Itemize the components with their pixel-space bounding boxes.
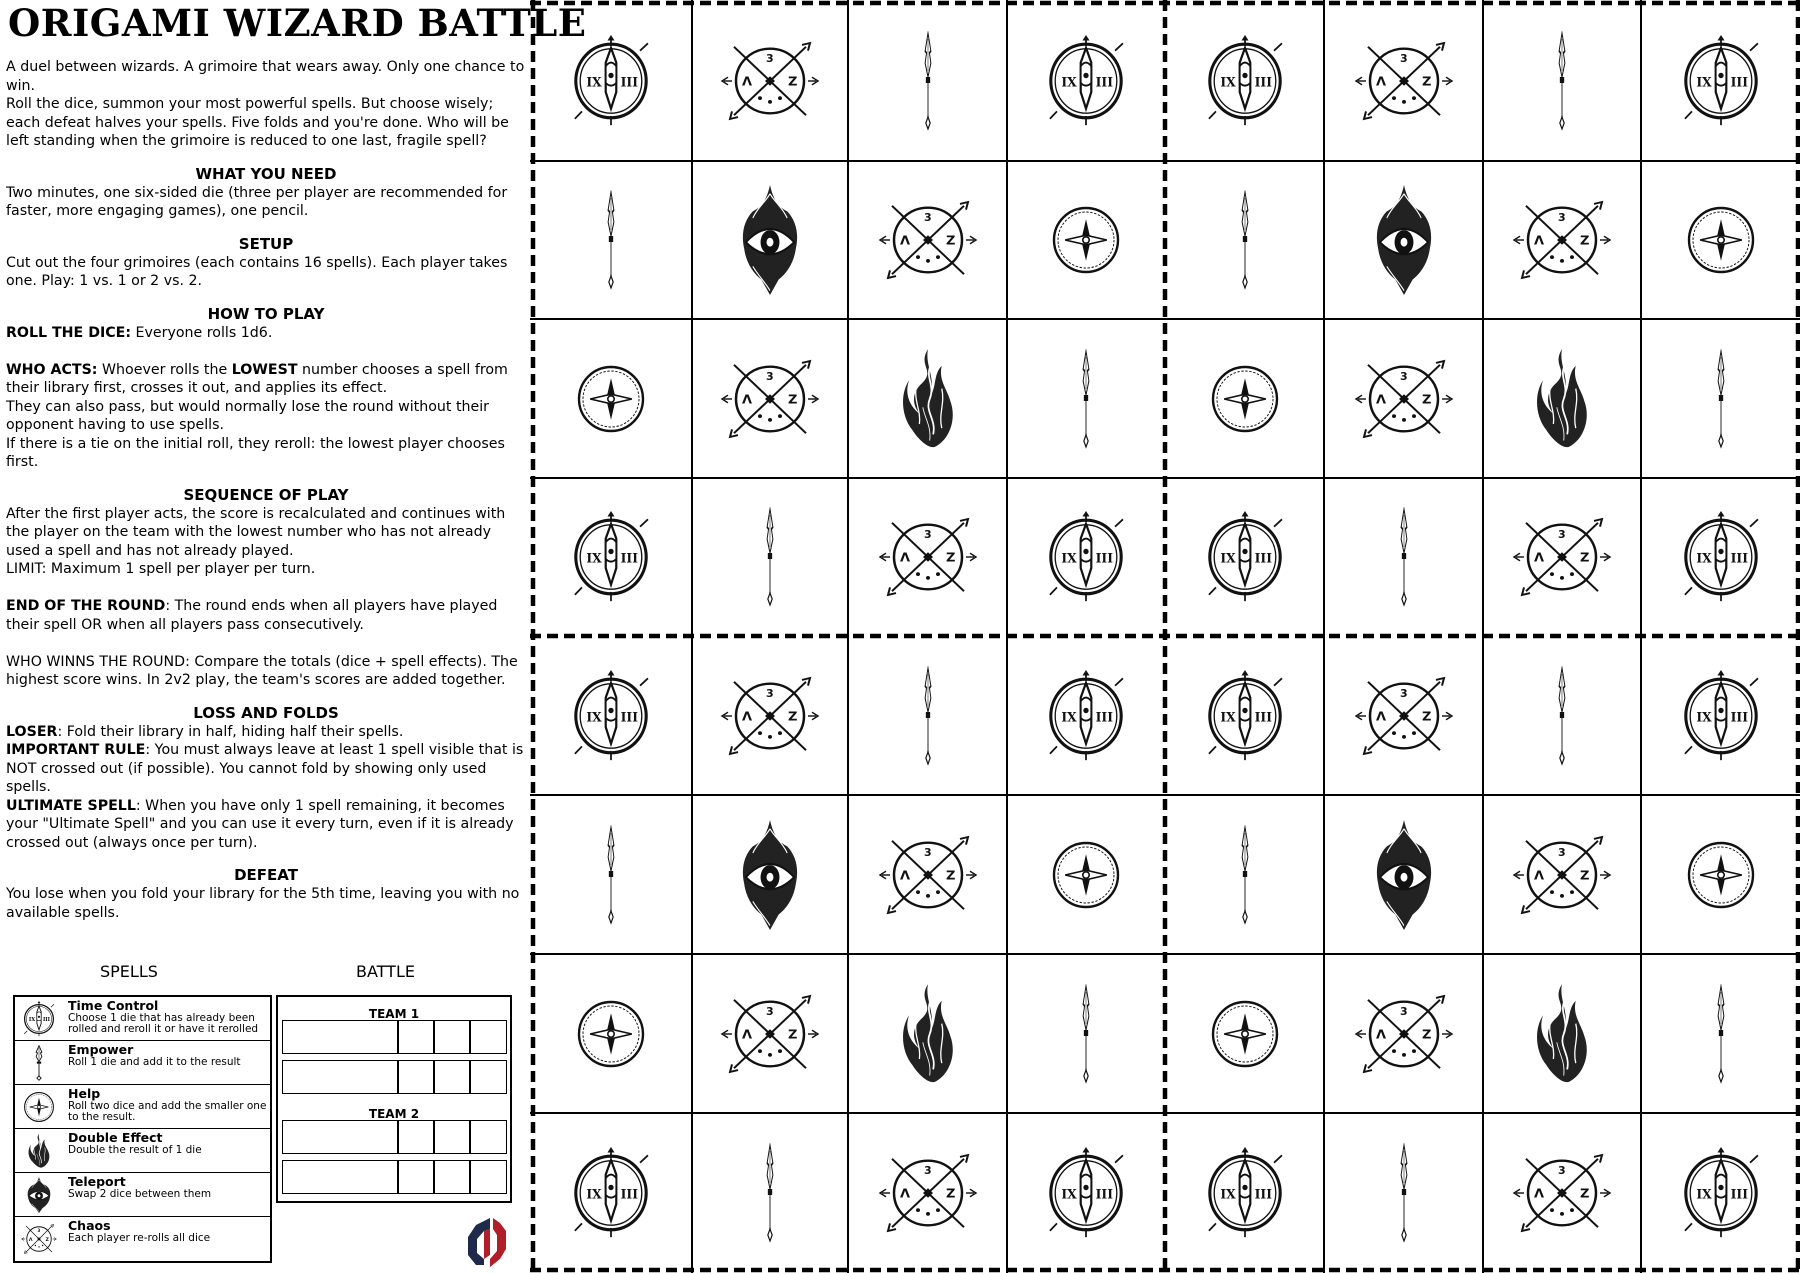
spell-row-teleport — [15, 1173, 270, 1217]
empower-icon — [1386, 507, 1422, 607]
spell-card — [848, 161, 1007, 319]
spell-row-chaos — [15, 1217, 270, 1261]
spell-row-double-effect — [15, 1129, 270, 1173]
chaos-icon — [1354, 668, 1454, 763]
setup-text: Cut out the four grimoires (each contains 16 spells). Each player takes one. Play: 1 vs. 1 or 2 vs. 2. — [6, 254, 508, 289]
spell-card — [692, 319, 848, 478]
empower-icon — [752, 507, 788, 607]
time-control-icon — [1677, 1147, 1765, 1239]
spell-desc: Roll 1 die and add it to the result — [68, 1056, 241, 1068]
section-heading-sequence: SEQUENCE OF PLAY — [183, 485, 349, 504]
spell-card — [1165, 0, 1324, 161]
battle-heading: BATTLE — [356, 962, 415, 981]
spell-desc: Double the result of 1 die — [68, 1144, 202, 1156]
double-effect-icon — [1519, 982, 1605, 1086]
loser-text: : Fold their library in half, hiding half their spells. — [57, 723, 404, 740]
team-1-player-2-score-row[interactable] — [282, 1060, 507, 1094]
publisher-logo — [460, 1215, 514, 1269]
spell-card — [1165, 954, 1324, 1113]
empower-icon — [1703, 349, 1739, 449]
spell-name: Chaos — [68, 1218, 111, 1233]
spell-card — [1324, 0, 1483, 161]
time-control-icon — [567, 1147, 655, 1239]
end-round-rule — [6, 597, 526, 634]
spell-card — [1007, 636, 1165, 795]
sequence-text: After the first player acts, the score is recalculated and continues with the player on the team with the lowest number who has not already used a spell and has not already played. — [6, 505, 506, 559]
spell-card — [1165, 161, 1324, 319]
spell-card — [1641, 319, 1800, 478]
spell-card — [1483, 478, 1641, 636]
spell-row-time-control — [15, 997, 270, 1041]
battle-scoreboard — [276, 995, 512, 1203]
ultimate-rule — [6, 797, 526, 853]
teleport-icon — [21, 1177, 57, 1213]
double-effect-icon — [885, 347, 971, 451]
spell-card — [1165, 636, 1324, 795]
time-control-icon — [567, 35, 655, 127]
spell-card — [692, 636, 848, 795]
spell-card — [1007, 161, 1165, 319]
spell-desc: Choose 1 die that has already been rolled and reroll it or have it rerolled — [68, 1012, 259, 1035]
chaos-icon — [1512, 193, 1612, 288]
spell-card — [848, 478, 1007, 636]
help-icon — [571, 359, 651, 439]
spells-reference-table — [13, 995, 272, 1263]
time-control-icon — [1201, 1147, 1289, 1239]
time-control-icon — [1677, 511, 1765, 603]
loser-rule — [6, 723, 526, 742]
spell-card — [1007, 319, 1165, 478]
time-control-icon — [1201, 35, 1289, 127]
spell-card — [1641, 1113, 1800, 1273]
spell-card — [1007, 0, 1165, 161]
help-icon — [571, 994, 651, 1074]
team-2-label: TEAM 2 — [368, 1107, 420, 1121]
chaos-icon — [878, 1146, 978, 1241]
defeat-text: You lose when you fold your library for the 5th time, leaving you with no available spells. — [6, 886, 520, 921]
spell-card — [848, 795, 1007, 954]
spell-card — [1641, 636, 1800, 795]
empower-icon — [1227, 190, 1263, 290]
spell-card — [1007, 1113, 1165, 1273]
empower-icon — [593, 825, 629, 925]
spell-card — [848, 954, 1007, 1113]
empower-icon — [910, 31, 946, 131]
teleport-icon — [727, 820, 813, 930]
spell-card — [1483, 161, 1641, 319]
spell-card — [692, 478, 848, 636]
team-2-player-2-score-row[interactable] — [282, 1160, 507, 1194]
spell-name: Double Effect — [68, 1130, 163, 1145]
chaos-icon — [720, 986, 820, 1081]
wins-rule: WHO WINNS THE ROUND: Compare the totals (dice + spell effects). The highest score wins. In 2v2 play, the team's scores are added together. — [6, 653, 518, 688]
help-icon — [1046, 835, 1126, 915]
spell-card — [1483, 0, 1641, 161]
end-label: END OF THE ROUND — [6, 598, 166, 614]
who-acts-rule — [6, 361, 526, 398]
spell-card — [1324, 795, 1483, 954]
time-control-icon — [1677, 670, 1765, 762]
spell-desc: Roll two dice and add the smaller one to the result. — [68, 1100, 267, 1123]
spell-card — [1641, 954, 1800, 1113]
time-control-icon — [1042, 511, 1130, 603]
spell-card — [1324, 478, 1483, 636]
help-icon — [1046, 200, 1126, 280]
empower-icon — [1068, 984, 1104, 1084]
spell-card — [530, 636, 692, 795]
spell-card — [530, 478, 692, 636]
help-icon — [1205, 994, 1285, 1074]
teleport-icon — [1361, 185, 1447, 295]
chaos-icon — [720, 33, 820, 128]
empower-icon — [1227, 825, 1263, 925]
chaos-icon — [878, 827, 978, 922]
spell-card — [1007, 795, 1165, 954]
game-title: ORIGAMI WIZARD BATTLE — [8, 1, 587, 45]
spell-name: Empower — [68, 1042, 134, 1057]
empower-icon — [21, 1045, 57, 1081]
who-text-1: Whoever rolls the — [97, 361, 232, 378]
time-control-icon — [1042, 35, 1130, 127]
spell-card — [1641, 161, 1800, 319]
time-control-icon — [1677, 35, 1765, 127]
spells-heading: SPELLS — [100, 962, 158, 981]
chaos-icon — [1354, 351, 1454, 446]
roll-rule — [6, 324, 526, 343]
spell-card — [848, 1113, 1007, 1273]
spell-card — [692, 1113, 848, 1273]
spell-card — [1324, 954, 1483, 1113]
who-text-2: number chooses a spell from their library first, crosses it out, and applies its effect. — [6, 361, 508, 396]
time-control-icon — [1042, 1147, 1130, 1239]
spell-name: Time Control — [68, 998, 159, 1013]
chaos-icon — [720, 668, 820, 763]
spell-card — [692, 0, 848, 161]
help-icon — [1681, 200, 1761, 280]
chaos-icon — [878, 510, 978, 605]
help-icon — [21, 1089, 57, 1125]
spell-card — [1007, 954, 1165, 1113]
chaos-icon — [1512, 510, 1612, 605]
help-icon — [1681, 835, 1761, 915]
chaos-icon — [878, 193, 978, 288]
need-text: Two minutes, one six-sided die (three per player are recommended for faster, more engaging games), one pencil. — [6, 184, 508, 219]
spell-card — [1165, 478, 1324, 636]
empower-icon — [1068, 349, 1104, 449]
spell-card — [848, 636, 1007, 795]
spell-card — [848, 0, 1007, 161]
end-text: : The round ends when all players have played their spell OR when all players pass consecutively. — [6, 598, 498, 633]
spell-card — [1641, 0, 1800, 161]
spell-row-empower — [15, 1041, 270, 1085]
team-1-label: TEAM 1 — [368, 1007, 420, 1021]
spell-card — [1324, 636, 1483, 795]
spell-card — [1483, 954, 1641, 1113]
spell-card — [530, 0, 692, 161]
pass-rule: They can also pass, but would normally lose the round without their opponent having to use spells. — [6, 398, 490, 433]
spell-card — [1165, 319, 1324, 478]
who-label: WHO ACTS: — [6, 361, 98, 378]
spell-name: Help — [68, 1086, 101, 1101]
chaos-icon — [1512, 1146, 1612, 1241]
time-control-icon — [1201, 511, 1289, 603]
help-icon — [1205, 359, 1285, 439]
spell-card — [1641, 795, 1800, 954]
spell-card — [1483, 319, 1641, 478]
chaos-icon — [720, 351, 820, 446]
section-heading-defeat: DEFEAT — [234, 866, 298, 884]
section-heading-howto: HOW TO PLAY — [207, 304, 325, 323]
empower-icon — [1386, 1143, 1422, 1243]
spell-card — [692, 954, 848, 1113]
spell-card — [1165, 1113, 1324, 1273]
double-effect-icon — [1519, 347, 1605, 451]
time-control-icon — [21, 1001, 57, 1037]
rules-text — [6, 58, 526, 922]
empower-icon — [593, 190, 629, 290]
spell-card — [1007, 478, 1165, 636]
chaos-icon — [1354, 986, 1454, 1081]
important-rule — [6, 741, 526, 797]
empower-icon — [1544, 666, 1580, 766]
empower-icon — [752, 1143, 788, 1243]
intro-line-1: A duel between wizards. A grimoire that wears away. Only one chance to win. — [6, 59, 525, 94]
time-control-icon — [1042, 670, 1130, 762]
spell-card — [530, 161, 692, 319]
spell-card — [530, 319, 692, 478]
spell-card — [692, 795, 848, 954]
spell-row-help — [15, 1085, 270, 1129]
spell-desc: Swap 2 dice between them — [68, 1188, 212, 1200]
spell-card — [1483, 1113, 1641, 1273]
ultimate-label: ULTIMATE SPELL — [6, 797, 136, 814]
spell-card — [1324, 319, 1483, 478]
team-2-player-1-score-row[interactable] — [282, 1120, 507, 1154]
rules-panel — [0, 0, 587, 1273]
spell-name: Teleport — [68, 1174, 126, 1189]
spell-card — [1483, 636, 1641, 795]
section-heading-setup: SETUP — [238, 234, 294, 253]
spell-card — [692, 161, 848, 319]
who-lowest: LOWEST — [231, 361, 298, 378]
spell-card — [1324, 1113, 1483, 1273]
spell-card — [848, 319, 1007, 478]
spell-card — [1641, 478, 1800, 636]
time-control-icon — [567, 670, 655, 762]
roll-text: Everyone rolls 1d6. — [131, 324, 273, 341]
spell-desc: Each player re-rolls all dice — [68, 1232, 211, 1244]
double-effect-icon — [21, 1133, 57, 1169]
spell-card — [530, 954, 692, 1113]
intro-line-2: Roll the dice, summon your most powerful spells. But choose wisely; each defeat halves your spells. Five folds and you're done. Who will be left standing when the grimoire is reduced to one last, fragile spell? — [6, 96, 509, 149]
section-heading-need: WHAT YOU NEED — [195, 164, 337, 183]
chaos-icon — [1354, 33, 1454, 128]
spell-card — [530, 795, 692, 954]
spell-card — [1483, 795, 1641, 954]
empower-icon — [910, 666, 946, 766]
important-label: IMPORTANT RULE — [6, 742, 146, 758]
spell-card — [1324, 161, 1483, 319]
roll-label: ROLL THE DICE: — [6, 324, 132, 341]
important-text: : You must always leave at least 1 spell visible that is NOT crossed out (if possible). You cannot fold by showing only used spells. — [6, 742, 524, 795]
loser-label: LOSER — [6, 723, 58, 740]
time-control-icon — [1201, 670, 1289, 762]
chaos-icon — [21, 1221, 57, 1257]
double-effect-icon — [885, 982, 971, 1086]
teleport-icon — [1361, 820, 1447, 930]
empower-icon — [1544, 31, 1580, 131]
tie-rule: If there is a tie on the initial roll, they reroll: the lowest player chooses first. — [6, 435, 505, 470]
limit-text: LIMIT: Maximum 1 spell per player per turn. — [6, 561, 316, 577]
grimoire-cards-grid — [530, 0, 1800, 1273]
chaos-icon — [1512, 827, 1612, 922]
spell-card — [1165, 795, 1324, 954]
section-heading-loss: LOSS AND FOLDS — [193, 703, 339, 722]
time-control-icon — [567, 511, 655, 603]
team-1-player-1-score-row[interactable] — [282, 1020, 507, 1054]
spell-card — [530, 1113, 692, 1273]
teleport-icon — [727, 185, 813, 295]
empower-icon — [1703, 984, 1739, 1084]
ultimate-text: : When you have only 1 spell remaining, it becomes your "Ultimate Spell" and you can use it every turn, even if it is already crossed out (always once per turn). — [6, 797, 514, 851]
